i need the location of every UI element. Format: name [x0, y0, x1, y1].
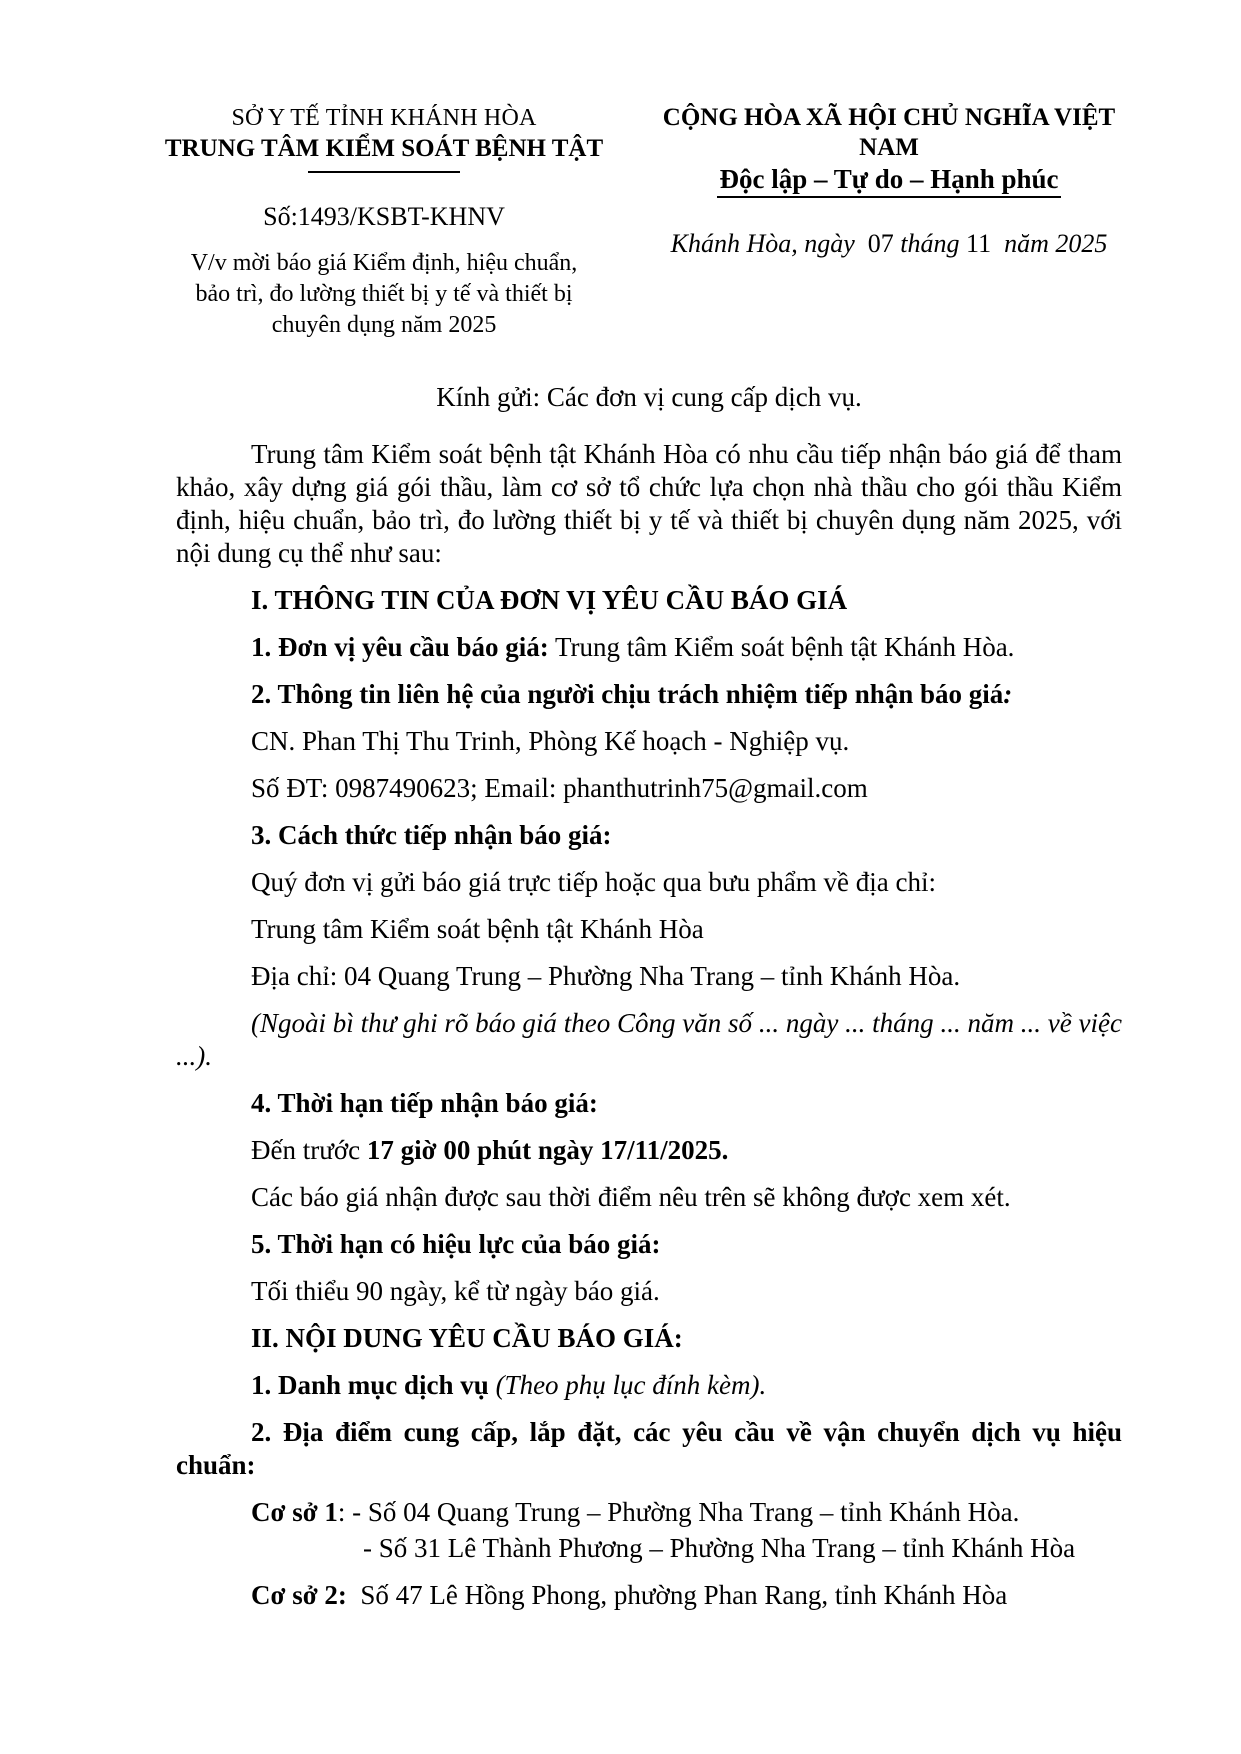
recipient-address-line: Địa chỉ: 04 Quang Trung – Phường Nha Trang – tỉnh Khánh Hòa.: [251, 961, 961, 991]
facility1-address2-line: - Số 31 Lê Thành Phương – Phường Nha Trang – tỉnh Khánh Hòa: [363, 1533, 1076, 1563]
facility1-address: : - Số 04 Quang Trung – Phường Nha Trang – tỉnh Khánh Hòa.: [337, 1497, 1020, 1527]
service-list-note: (Theo phụ lục đính kèm).: [488, 1370, 767, 1400]
national-motto: Độc lập – Tự do – Hạnh phúc: [717, 163, 1060, 198]
section1-item1: [176, 631, 1122, 664]
deadline-value: 17 giờ 00 phút ngày 17/11/2025.: [366, 1135, 729, 1165]
deadline-prefix: Đến trước: [251, 1135, 367, 1165]
date-suffix: năm 2025: [991, 229, 1108, 258]
section1-item4-heading: 4. Thời hạn tiếp nhận báo giá:: [251, 1088, 598, 1118]
facility2-address: Số 47 Lê Hồng Phong, phường Phan Rang, tỉnh Khánh Hòa: [346, 1580, 1008, 1610]
envelope-note: (Ngoài bì thư ghi rõ báo giá theo Công văn số ... ngày ... tháng ... năm ... về việc ...).: [176, 1008, 1122, 1071]
letter-body: [0, 381, 1241, 1612]
recipient-name-line: Trung tâm Kiểm soát bệnh tật Khánh Hòa: [251, 914, 704, 944]
agency-divider: [308, 171, 460, 173]
issuing-agency-block: [128, 103, 640, 341]
agency-name: TRUNG TÂM KIỂM SOÁT BỆNH TẬT: [164, 135, 604, 162]
subject-block: [128, 248, 640, 341]
contact-person-line: CN. Phan Thị Thu Trinh, Phòng Kế hoạch - Nghiệp vụ.: [251, 726, 850, 756]
section2-item2-heading: 2. Địa điểm cung cấp, lắp đặt, các yêu cầu về vận chuyển dịch vụ hiệu chuẩn:: [176, 1417, 1122, 1480]
date-month: 11: [966, 229, 992, 258]
subject-line-1: V/v mời báo giá Kiểm định, hiệu chuẩn,: [190, 250, 578, 276]
date-day: 07: [867, 229, 894, 258]
section2-item1: [176, 1369, 1122, 1402]
facility2-label: Cơ sở 2:: [251, 1580, 347, 1610]
parent-agency-name: SỞ Y TẾ TỈNH KHÁNH HÒA: [231, 105, 537, 131]
deadline-line: [176, 1134, 1122, 1167]
delivery-method-line: Quý đơn vị gửi báo giá trực tiếp hoặc qua bưu phẩm về địa chỉ:: [251, 867, 937, 897]
date-mid: tháng: [893, 229, 967, 258]
national-motto-row: [644, 163, 1134, 198]
section1-item3-heading: 3. Cách thức tiếp nhận báo giá:: [251, 820, 612, 850]
intro-paragraph: Trung tâm Kiểm soát bệnh tật Khánh Hòa có nhu cầu tiếp nhận báo giá để tham khảo, xây dựng giá gói thầu, làm cơ sở tổ chức lựa chọn nhà thầu cho gói thầu Kiểm định, hiệu chuẩn, bảo trì, đo lường thiết bị y tế và thiết bị chuyên dụng năm 2025, với nội dung cụ thể như sau:: [176, 439, 1122, 568]
section1-title: I. THÔNG TIN CỦA ĐƠN VỊ YÊU CẦU BÁO GIÁ: [251, 585, 848, 615]
document-number: Số:1493/KSBT-KHNV: [263, 202, 505, 231]
contact-phone-email-line: Số ĐT: 0987490623; Email: phanthutrinh75@gmail.com: [251, 773, 868, 803]
item1-text: Trung tâm Kiểm soát bệnh tật Khánh Hòa.: [548, 632, 1015, 662]
letter-header: [0, 0, 1241, 341]
validity-line: Tối thiểu 90 ngày, kể từ ngày báo giá.: [251, 1276, 660, 1306]
facility1-label: Cơ sở 1: [251, 1497, 338, 1527]
late-submission-note: Các báo giá nhận được sau thời điểm nêu trên sẽ không được xem xét.: [251, 1182, 1011, 1212]
item1-label: 1. Đơn vị yêu cầu báo giá:: [251, 632, 549, 662]
date-prefix: Khánh Hòa, ngày: [670, 229, 868, 258]
facility2-line: [176, 1579, 1122, 1612]
national-title: CỘNG HÒA XÃ HỘI CHỦ NGHĨA VIỆT NAM: [662, 104, 1116, 161]
salutation: Kính gửi: Các đơn vị cung cấp dịch vụ.: [436, 382, 862, 412]
facility1-line: [176, 1496, 1122, 1529]
section1-item5-heading: 5. Thời hạn có hiệu lực của báo giá:: [251, 1229, 661, 1259]
item2-label: 2. Thông tin liên hệ của người chịu trách nhiệm tiếp nhận báo giá: [251, 679, 1004, 709]
item2-colon: :: [1003, 679, 1013, 709]
subject-line-3: chuyên dụng năm 2025: [271, 312, 497, 338]
subject-line-2: bảo trì, đo lường thiết bị y tế và thiết bị: [195, 281, 573, 307]
section1-item2-heading: [176, 678, 1122, 711]
national-header-block: [644, 103, 1134, 341]
service-list-label: 1. Danh mục dịch vụ: [251, 1370, 489, 1400]
section2-title: II. NỘI DUNG YÊU CẦU BÁO GIÁ:: [251, 1323, 683, 1353]
place-date-line: [644, 228, 1134, 260]
